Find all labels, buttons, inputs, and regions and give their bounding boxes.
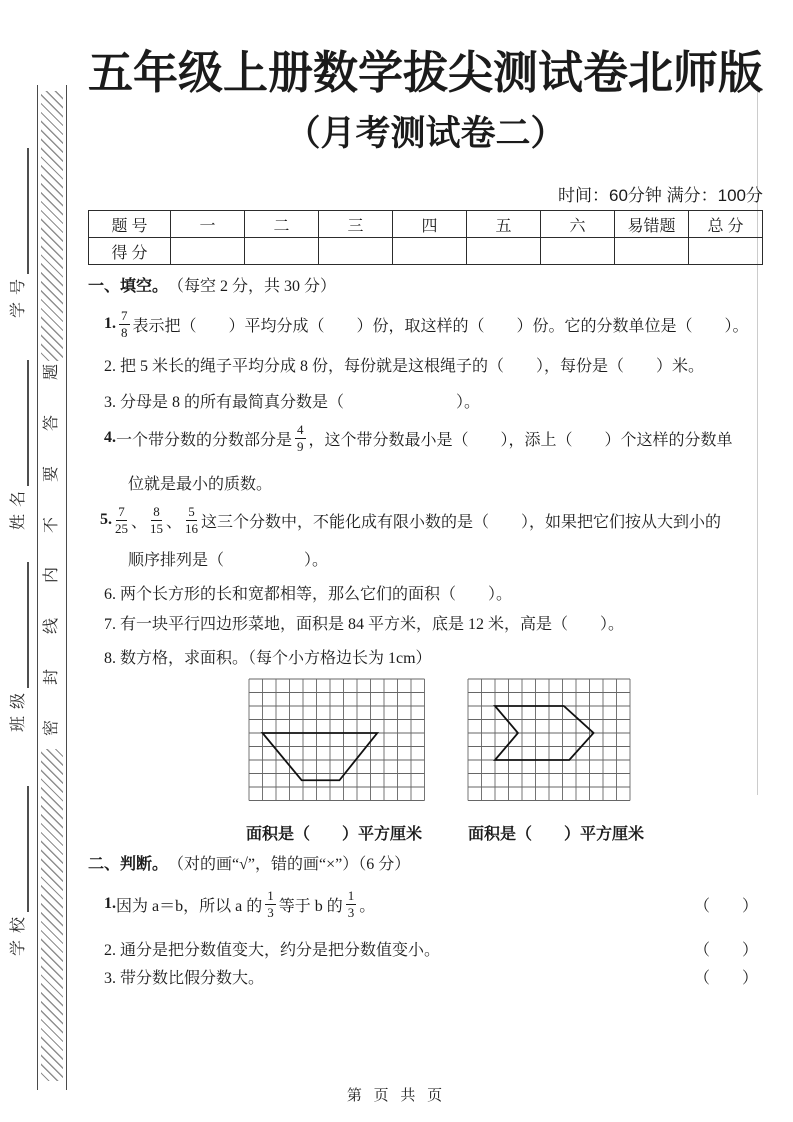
fill-q5-line2: 顺序排列是（ ）。 [128,551,329,569]
seal-char: 要 [42,465,60,482]
fill-q4-line1 [104,418,733,458]
score-table-header-0: 题 号 [89,211,171,238]
field-blank-line [27,562,28,688]
grid-figure-arrow [467,678,631,807]
hatch-pattern-top [41,91,63,361]
seal-char: 内 [42,567,60,584]
fraction-7-8: $\frac{7}{8}$ [121,307,128,340]
fill-q2: 2. 把 5 米长的绳子平均分成 8 份，每份就是这根绳子的（ ），每份是（ ）米。 [104,357,705,375]
fill-q3: 3. 分母是 8 的所有最简真分数是（ ）。 [104,393,481,411]
score-cell-1 [171,238,245,265]
judge-q1-pre: 因为 a＝b，所以 a 的 [116,897,263,915]
page-title: 五年级上册数学拔尖测试卷北师版 [88,47,764,98]
section2-heading [88,850,410,874]
score-cell-5 [467,238,541,265]
seal-char: 题 [42,363,60,381]
judge-q2: 2. 通分是把分数值变大，约分是把分数值变小。 [104,941,441,959]
score-cell-6 [541,238,615,265]
score-table-header-7: 易错题 [615,211,689,238]
seal-char: 答 [42,414,60,431]
field-char: 学 [9,301,27,319]
score-table-header-6: 六 [541,211,615,238]
field-班级 [6,562,32,734]
fraction-1-3-b: $\frac{1}{3}$ [347,887,355,920]
fill-q5-sep1: 、 [131,513,148,531]
field-char: 姓 [9,513,27,531]
page-subtitle: （月考测试卷二） [285,114,566,153]
section2-heading-title: 二、判断。 [88,855,169,873]
fill-q4-line2: 位就是最小的质数。 [128,475,273,493]
score-table-header-5: 五 [467,211,541,238]
fill-q5-line1 [100,500,721,540]
score-cell-3 [319,238,393,265]
judge-q3-answer-blank: （ ） [694,969,759,987]
fill-q4-number: 4. [104,429,116,446]
score-cell-7 [615,238,689,265]
field-char: 学 [9,939,27,957]
section1-heading [88,272,336,296]
section1-heading-note: （每空 2 分，共 30 分） [168,277,337,295]
score-row-label: 得 分 [89,238,171,265]
fraction-8-15: $\frac{8}{15}$ [150,503,164,536]
fill-q6: 6. 两个长方形的长和宽都相等，那么它们的面积（ ）。 [104,585,513,603]
seal-char: 封 [42,669,60,686]
fill-q4-pre: 一个带分数的分数部分是 [116,431,293,449]
section2-heading-note: （对的画“√”，错的画“×”）（6 分） [168,855,411,873]
fraction-1-3-a: $\frac{1}{3}$ [267,887,274,920]
judge-q1-answer-blank: （ ） [694,897,759,915]
grid-label-right: 面积是（ ）平方厘米 [468,825,645,843]
field-姓名 [6,360,32,532]
judge-q1-number: 1. [104,895,116,912]
field-学校 [6,786,32,958]
seal-char: 密 [42,719,60,736]
score-cell-4 [393,238,467,265]
fill-q1 [104,304,749,344]
fill-q4-post: ，这个带分数最小是（ ），添上（ ）个这样的分数单 [308,431,733,449]
fill-q1-text: 表示把（ ）平均分成（ ）份，取这样的（ ）份。它的分数单位是（ ）。 [132,317,749,335]
score-table-header-8: 总 分 [689,211,763,238]
fill-q5-sep2: 、 [166,513,183,531]
fraction-5-16: $\frac{5}{16}$ [185,503,199,536]
fill-q1-number: 1. [104,315,116,332]
judge-q3: 3. 带分数比假分数大。 [104,969,265,987]
score-table [88,210,763,265]
fill-q8-text: 8. 数方格，求面积。（每个小方格边长为 1cm） [104,649,432,667]
section1-heading-title: 一、填空。 [88,277,169,295]
field-char: 校 [9,916,27,934]
judge-q1 [104,884,375,924]
field-char: 级 [9,692,27,710]
seal-char: 线 [42,618,60,635]
student-info-fields [0,0,36,1122]
page-footer: 第 页 共 页 [346,1088,447,1104]
field-学号 [6,148,32,320]
fill-q5-number: 5. [100,511,112,528]
field-char: 号 [9,278,27,296]
grid-figure-trapezoid [248,678,426,807]
field-char: 班 [9,715,27,733]
fill-q5-post: 这三个分数中，不能化成有限小数的是（ ），如果把它们按从大到小的 [201,513,722,531]
exam-time-score-meta: 时间：60分钟 满分：100分 [558,186,763,205]
seal-char: 不 [42,516,60,533]
hatch-pattern-bottom [41,749,63,1081]
field-char: 名 [9,490,27,508]
score-cell-2 [245,238,319,265]
judge-q1-mid: 等于 b 的 [278,897,343,915]
field-blank-line [27,360,28,486]
field-blank-line [27,148,28,274]
field-blank-line [27,786,28,912]
judge-q1-post: 。 [359,897,376,915]
score-cell-8 [689,238,763,265]
fraction-4-9: $\frac{4}{9}$ [297,421,304,454]
score-table-header-4: 四 [393,211,467,238]
grid-label-left: 面积是（ ）平方厘米 [246,825,423,843]
seal-band [37,85,67,1090]
fraction-7-25: $\frac{7}{25}$ [115,503,128,536]
score-table-header-1: 一 [171,211,245,238]
score-table-header-2: 二 [245,211,319,238]
fill-q7: 7. 有一块平行四边形菜地，面积是 84 平方米，底是 12 米，高是（ ）。 [104,615,625,633]
judge-q2-answer-blank: （ ） [694,941,759,959]
score-table-header-3: 三 [319,211,393,238]
seal-line-text [38,363,66,737]
